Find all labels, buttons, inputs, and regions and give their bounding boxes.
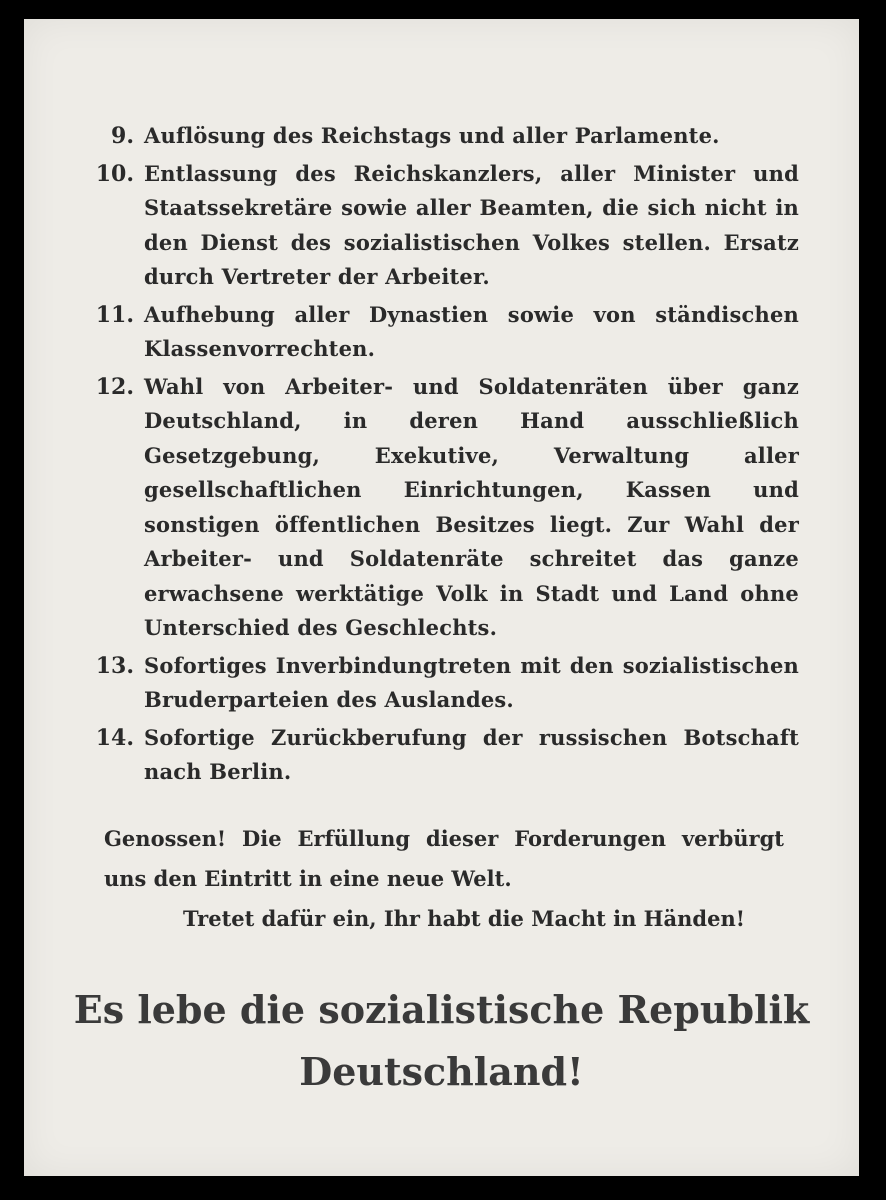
demand-item	[24, 298, 859, 367]
demand-text: Aufhebung aller Dynastien sowie von ständischen Klassenvorrechten.	[144, 301, 799, 361]
demand-item	[24, 370, 859, 646]
demand-item	[24, 649, 859, 718]
demand-text: Sofortige Zurückberufung der russischen Botschaft nach Berlin.	[144, 724, 799, 784]
demands-list	[24, 119, 859, 793]
demand-number: 14.	[95, 724, 134, 751]
demand-number: 10.	[95, 160, 134, 187]
closing-line-1: Genossen! Die Erfüllung dieser Forderungen verbürgt uns den Eintritt in eine neue Welt.	[104, 826, 784, 891]
demand-number: 12.	[95, 373, 134, 400]
closing-appeal	[104, 819, 784, 939]
demand-text: Entlassung des Reichskanzlers, aller Minister und Staatssekretäre sowie aller Beamten, die sich nicht in den Dienst des sozialistischen Volkes stellen. Ersatz durch Vertreter der Arbeiter.	[144, 160, 799, 289]
demand-item	[24, 119, 859, 154]
demand-number: 11.	[95, 301, 134, 328]
slogan-line-2: Deutschland!	[299, 1049, 584, 1094]
demand-text: Wahl von Arbeiter- und Soldatenräten über ganz Deutschland, in deren Hand ausschließlich Gesetzgebung, Exekutive, Verwaltung aller gesellschaftlichen Einrichtungen, Kassen und sonstigen öffentlichen Besitzes liegt. Zur Wahl der Arbeiter- und Soldatenräte schreitet das ganze erwachsene werktätige Volk in Stadt und Land ohne Unterschied des Geschlechts.	[144, 373, 799, 640]
closing-line-2: Tretet dafür ein, Ihr habt die Macht in Händen!	[183, 906, 745, 931]
demand-number: 13.	[95, 652, 134, 679]
slogan	[24, 979, 859, 1103]
leaflet-page	[24, 19, 859, 1176]
demand-item	[24, 721, 859, 790]
demand-text: Sofortiges Inverbindungtreten mit den sozialistischen Bruderparteien des Auslandes.	[144, 652, 799, 712]
slogan-line-1: Es lebe die sozialistische Republik	[73, 987, 810, 1032]
demand-item	[24, 157, 859, 295]
demand-number: 9.	[111, 123, 134, 149]
demand-text: Auflösung des Reichstags und aller Parlamente.	[144, 123, 720, 148]
